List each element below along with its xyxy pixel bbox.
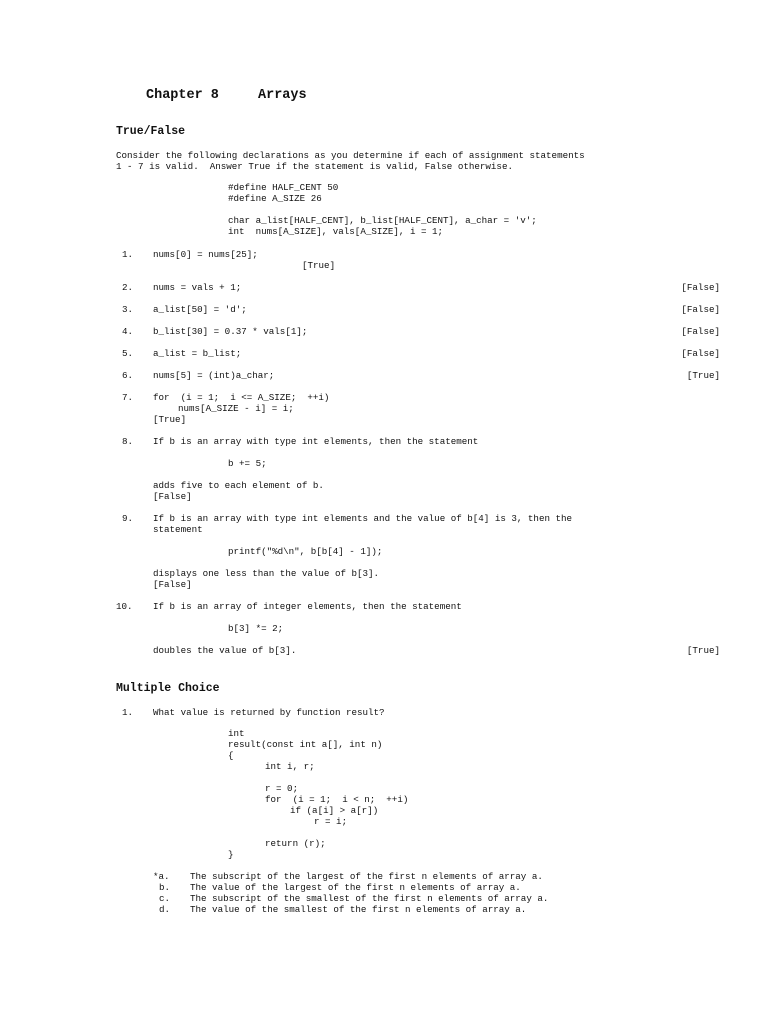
tf-q1-text: nums[0] = nums[25]; [153,249,258,260]
tf-q8-code: b += 5; [228,458,267,469]
tf-q6-answer: [True] [686,370,720,381]
mc-code-line: result(const int a[], int n) [228,739,383,750]
tf-intro-line-1: Consider the following declarations as you determine if each of assignment statements [116,150,585,161]
mc-choice-text: The subscript of the smallest of the first n elements of array a. [190,893,549,904]
mc-choice-text: The value of the smallest of the first n elements of array a. [190,904,527,915]
tf-q6-text: nums[5] = (int)a_char; [153,370,275,381]
tf-q9-line-1: If b is an array with type int elements and the value of b[4] is 3, then the [153,513,573,524]
mc-code-line: r = 0; [265,783,299,794]
mc-code-line: int [228,728,245,739]
tf-q10-line-1: If b is an array of integer elements, then the statement [153,601,462,612]
decl-int: int nums[A_SIZE], vals[A_SIZE], i = 1; [228,226,444,237]
decl-char: char a_list[HALF_CENT], b_list[HALF_CENT], a_char = 'v'; [228,215,537,226]
tf-q2-number: 2. [122,282,134,293]
tf-q5-answer: [False] [681,348,720,359]
mc-code-line: return (r); [265,838,326,849]
mc-code-line: int i, r; [265,761,315,772]
mc-choice-label: b. [159,882,171,893]
tf-q1-answer: [True] [302,260,336,271]
mc-choice-text: The value of the largest of the first n elements of array a. [190,882,521,893]
tf-q8-line-2: adds five to each element of b. [153,480,324,491]
mc-heading: Multiple Choice [116,682,220,695]
tf-q3-number: 3. [122,304,134,315]
mc-choice-label: d. [159,904,171,915]
tf-q5-number: 5. [122,348,134,359]
mc-choice-label: c. [159,893,171,904]
tf-q7-line-1: for (i = 1; i <= A_SIZE; ++i) [153,392,330,403]
tf-q9-code: printf("%d\n", b[b[4] - 1]); [228,546,383,557]
tf-q9-number: 9. [122,513,134,524]
mc-q1-text: What value is returned by function result? [153,707,385,718]
tf-q7-number: 7. [122,392,134,403]
tf-q4-number: 4. [122,326,134,337]
tf-q8-answer: [False] [153,491,192,502]
tf-q5-text: a_list = b_list; [153,348,242,359]
mc-code-line: for (i = 1; i < n; ++i) [265,794,409,805]
tf-q8-number: 8. [122,436,134,447]
tf-q3-text: a_list[50] = 'd'; [153,304,247,315]
tf-q9-answer: [False] [153,579,192,590]
mc-code-line: r = i; [314,816,348,827]
chapter-label: Chapter 8 [146,88,219,103]
decl-define-a-size: #define A_SIZE 26 [228,193,322,204]
tf-q2-answer: [False] [681,282,720,293]
tf-q10-code: b[3] *= 2; [228,623,284,634]
mc-code-line: if (a[i] > a[r]) [290,805,379,816]
tf-q2-text: nums = vals + 1; [153,282,242,293]
chapter-title: Arrays [258,88,307,103]
mc-code-line: { [228,750,234,761]
tf-q7-answer: [True] [153,414,187,425]
mc-choice-text: The subscript of the largest of the first n elements of array a. [190,871,543,882]
tf-q9-line-1b: statement [153,524,203,535]
mc-choice-label: *a. [153,871,170,882]
tf-q10-number: 10. [116,601,133,612]
mc-code-line: } [228,849,234,860]
mc-q1-number: 1. [122,707,134,718]
tf-q1-number: 1. [122,249,134,260]
tf-q10-line-2: doubles the value of b[3]. [153,645,297,656]
tf-heading: True/False [116,125,186,138]
tf-q7-line-2: nums[A_SIZE - i] = i; [178,403,294,414]
tf-q3-answer: [False] [681,304,720,315]
tf-q6-number: 6. [122,370,134,381]
tf-intro-line-2: 1 - 7 is valid. Answer True if the statement is valid, False otherwise. [116,161,513,172]
tf-q8-line-1: If b is an array with type int elements, then the statement [153,436,479,447]
tf-q4-answer: [False] [681,326,720,337]
tf-q9-line-2: displays one less than the value of b[3]. [153,568,380,579]
tf-q4-text: b_list[30] = 0.37 * vals[1]; [153,326,308,337]
decl-define-half-cent: #define HALF_CENT 50 [228,182,339,193]
tf-q10-answer: [True] [686,645,720,656]
